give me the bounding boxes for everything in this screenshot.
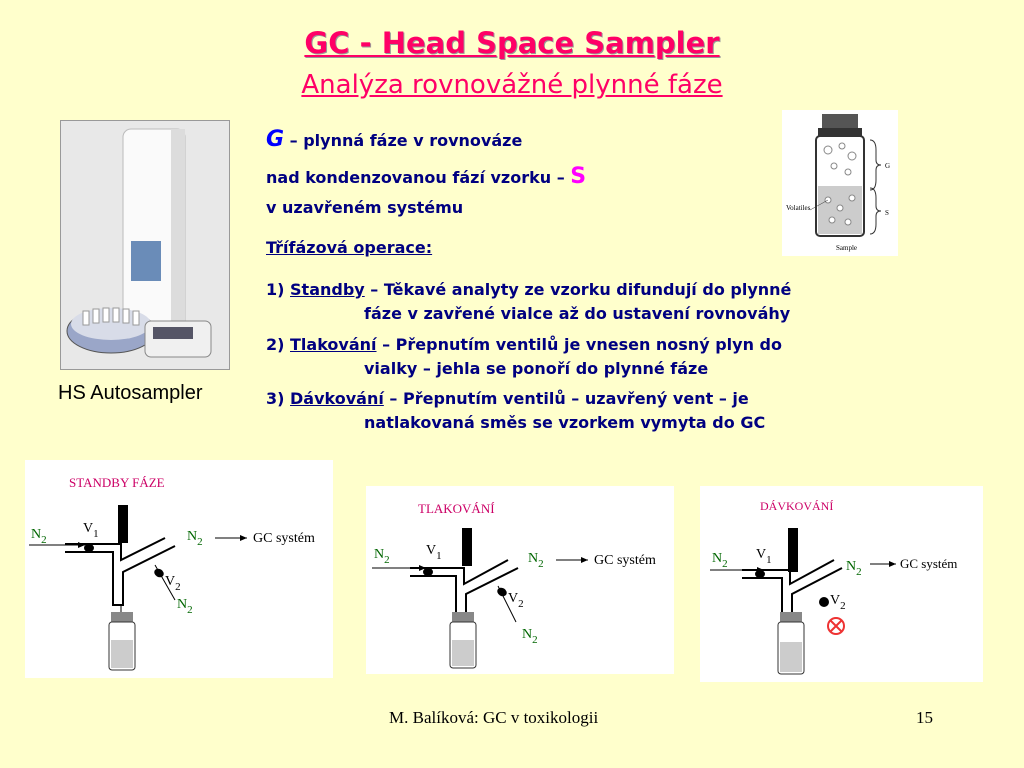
n2-in-label: $N_2$ — [31, 527, 47, 546]
autosampler-photo — [60, 120, 230, 370]
gc-system-label: GC systém — [900, 556, 958, 571]
vial-diagram — [782, 110, 898, 256]
panel-injection — [700, 486, 983, 682]
v2-label: $V_2$ — [165, 574, 181, 593]
slide-title: GC - Head Space Sampler — [304, 26, 720, 60]
label-s: S — [885, 209, 889, 217]
panel-title: TLAKOVÁNÍ — [418, 501, 495, 516]
intro-line-2: nad kondenzovanou fází vzorku – S — [266, 164, 587, 189]
n2-in-label: $N_2$ — [374, 547, 390, 566]
v2-label: $V_2$ — [508, 591, 524, 610]
label-sample: Sample — [836, 244, 857, 252]
v2-label: $V_2$ — [830, 593, 846, 612]
label-volatiles: Volatiles — [786, 204, 811, 212]
v1-label: $V_1$ — [83, 521, 99, 540]
n2-in-label: $N_2$ — [712, 551, 728, 570]
footer-author: M. Balíková: GC v toxikologii — [389, 708, 599, 727]
n2-vent-label: $N_2$ — [522, 627, 538, 646]
n2-out-label: $N_2$ — [187, 529, 203, 548]
n2-out-label: $N_2$ — [528, 551, 544, 570]
n2-out-label: $N_2$ — [846, 559, 862, 578]
gc-system-label: GC systém — [253, 531, 315, 546]
intro-line-3: v uzavřeném systému — [266, 198, 464, 217]
panel-pressurization — [366, 486, 674, 674]
v1-label: $V_1$ — [756, 547, 772, 566]
step-2: 2) Tlakování – Přepnutím ventilů je vnesen nosný plyn do vialky – jehla se ponoří do plynné fáze — [266, 335, 782, 378]
page-number: 15 — [916, 708, 933, 727]
label-g: G — [885, 162, 891, 170]
panel-title: STANDBY FÁZE — [69, 475, 165, 490]
intro-line-1: G – plynná fáze v rovnováze — [266, 127, 523, 152]
n2-vent-label: $N_2$ — [177, 597, 193, 616]
v1-label: $V_1$ — [426, 543, 442, 562]
photo-caption: HS Autosampler — [58, 382, 203, 404]
panel-title: DÁVKOVÁNÍ — [760, 499, 834, 513]
step-1: 1) Standby – Těkavé analyty ze vzorku difundují do plynné fáze v zavřené vialce až do ustavení rovnováhy — [266, 280, 792, 323]
panel-standby — [25, 460, 333, 678]
step-3: 3) Dávkování – Přepnutím ventilů – uzavřený vent – je natlakovaná směs se vzorkem vymyta do GC — [266, 389, 766, 432]
gc-system-label: GC systém — [594, 553, 656, 568]
slide-subtitle: Analýza rovnovážné plynné fáze — [301, 70, 723, 100]
operation-heading: Třífázová operace: — [266, 238, 433, 257]
